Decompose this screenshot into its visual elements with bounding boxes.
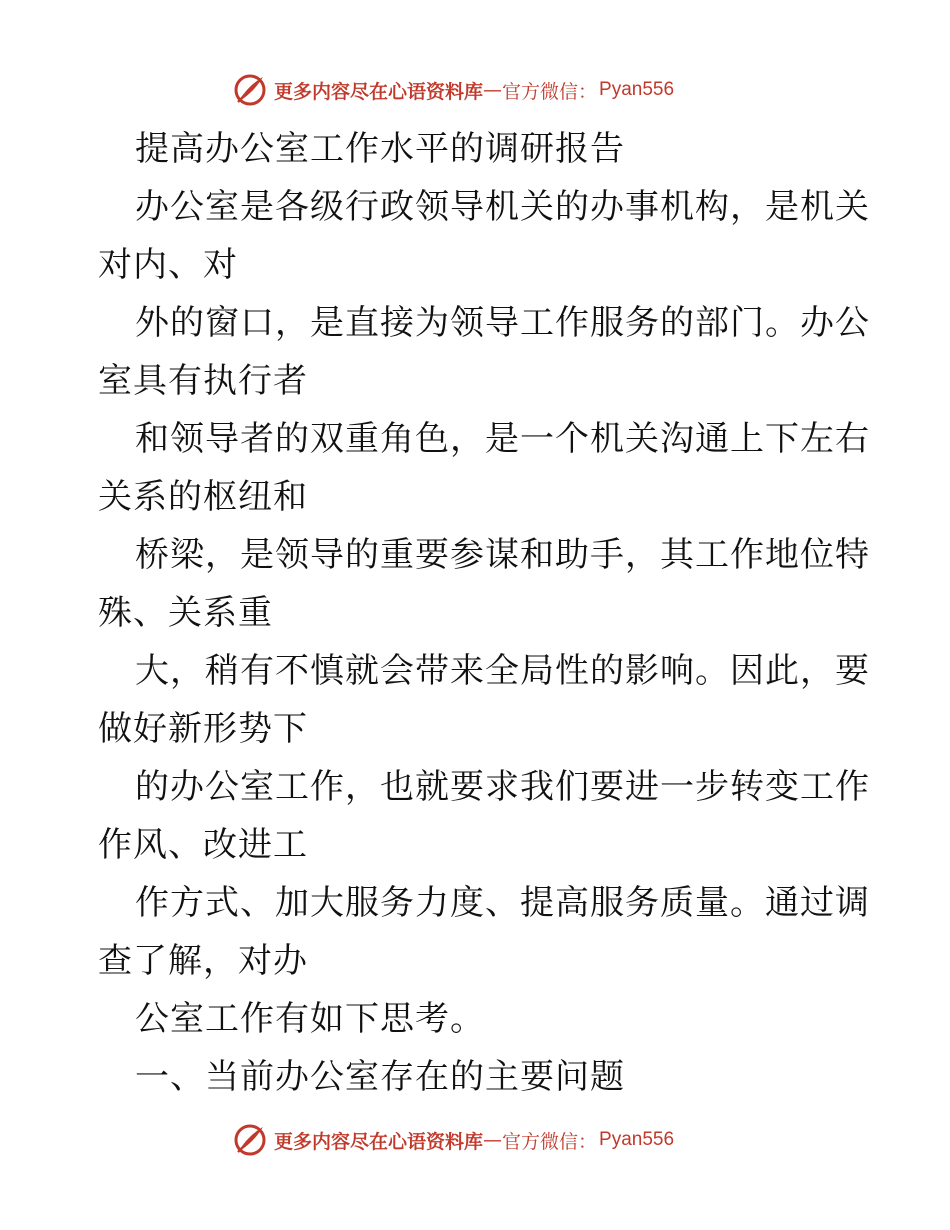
text-line: 关系的枢纽和 <box>98 477 308 517</box>
text-line: 公室工作有如下思考。 <box>135 999 485 1039</box>
text-line: 一、当前办公室存在的主要问题 <box>135 1057 625 1097</box>
text-line: 做好新形势下 <box>98 709 308 749</box>
feather-logo-icon <box>232 72 268 108</box>
banner-main-text: 更多内容尽在心语资料库 <box>274 80 484 103</box>
banner-separator: — <box>483 79 503 101</box>
document-title: 提高办公室工作水平的调研报告 <box>135 129 625 169</box>
text-line: 和领导者的双重角色，是一个机关沟通上下左右 <box>135 419 870 459</box>
header-banner <box>232 70 712 110</box>
text-line: 的办公室工作，也就要求我们要进一步转变工作 <box>135 767 870 807</box>
text-line: 对内、对 <box>98 245 238 285</box>
text-line: 办公室是各级行政领导机关的办事机构，是机关 <box>135 187 870 227</box>
footer-banner <box>232 1120 712 1160</box>
banner-official-label: 官方微信： <box>502 80 598 103</box>
banner-official-label: 官方微信： <box>502 1130 598 1153</box>
text-line: 作方式、加大服务力度、提高服务质量。通过调 <box>135 883 870 923</box>
text-line: 大，稍有不慎就会带来全局性的影响。因此，要 <box>135 651 870 691</box>
banner-wechat-id: Pyan556 <box>599 1129 675 1150</box>
text-line: 殊、关系重 <box>98 593 273 633</box>
banner-wechat-id: Pyan556 <box>599 79 675 100</box>
text-line: 桥梁，是领导的重要参谋和助手，其工作地位特 <box>135 535 870 575</box>
text-line: 作风、改进工 <box>98 825 308 865</box>
banner-separator: — <box>483 1129 503 1151</box>
banner-main-text: 更多内容尽在心语资料库 <box>274 1130 484 1153</box>
text-line: 查了解，对办 <box>98 941 308 981</box>
document-body <box>98 120 870 1106</box>
text-line: 室具有执行者 <box>98 361 308 401</box>
text-line: 外的窗口，是直接为领导工作服务的部门。办公 <box>135 303 870 343</box>
feather-logo-icon <box>232 1122 268 1158</box>
